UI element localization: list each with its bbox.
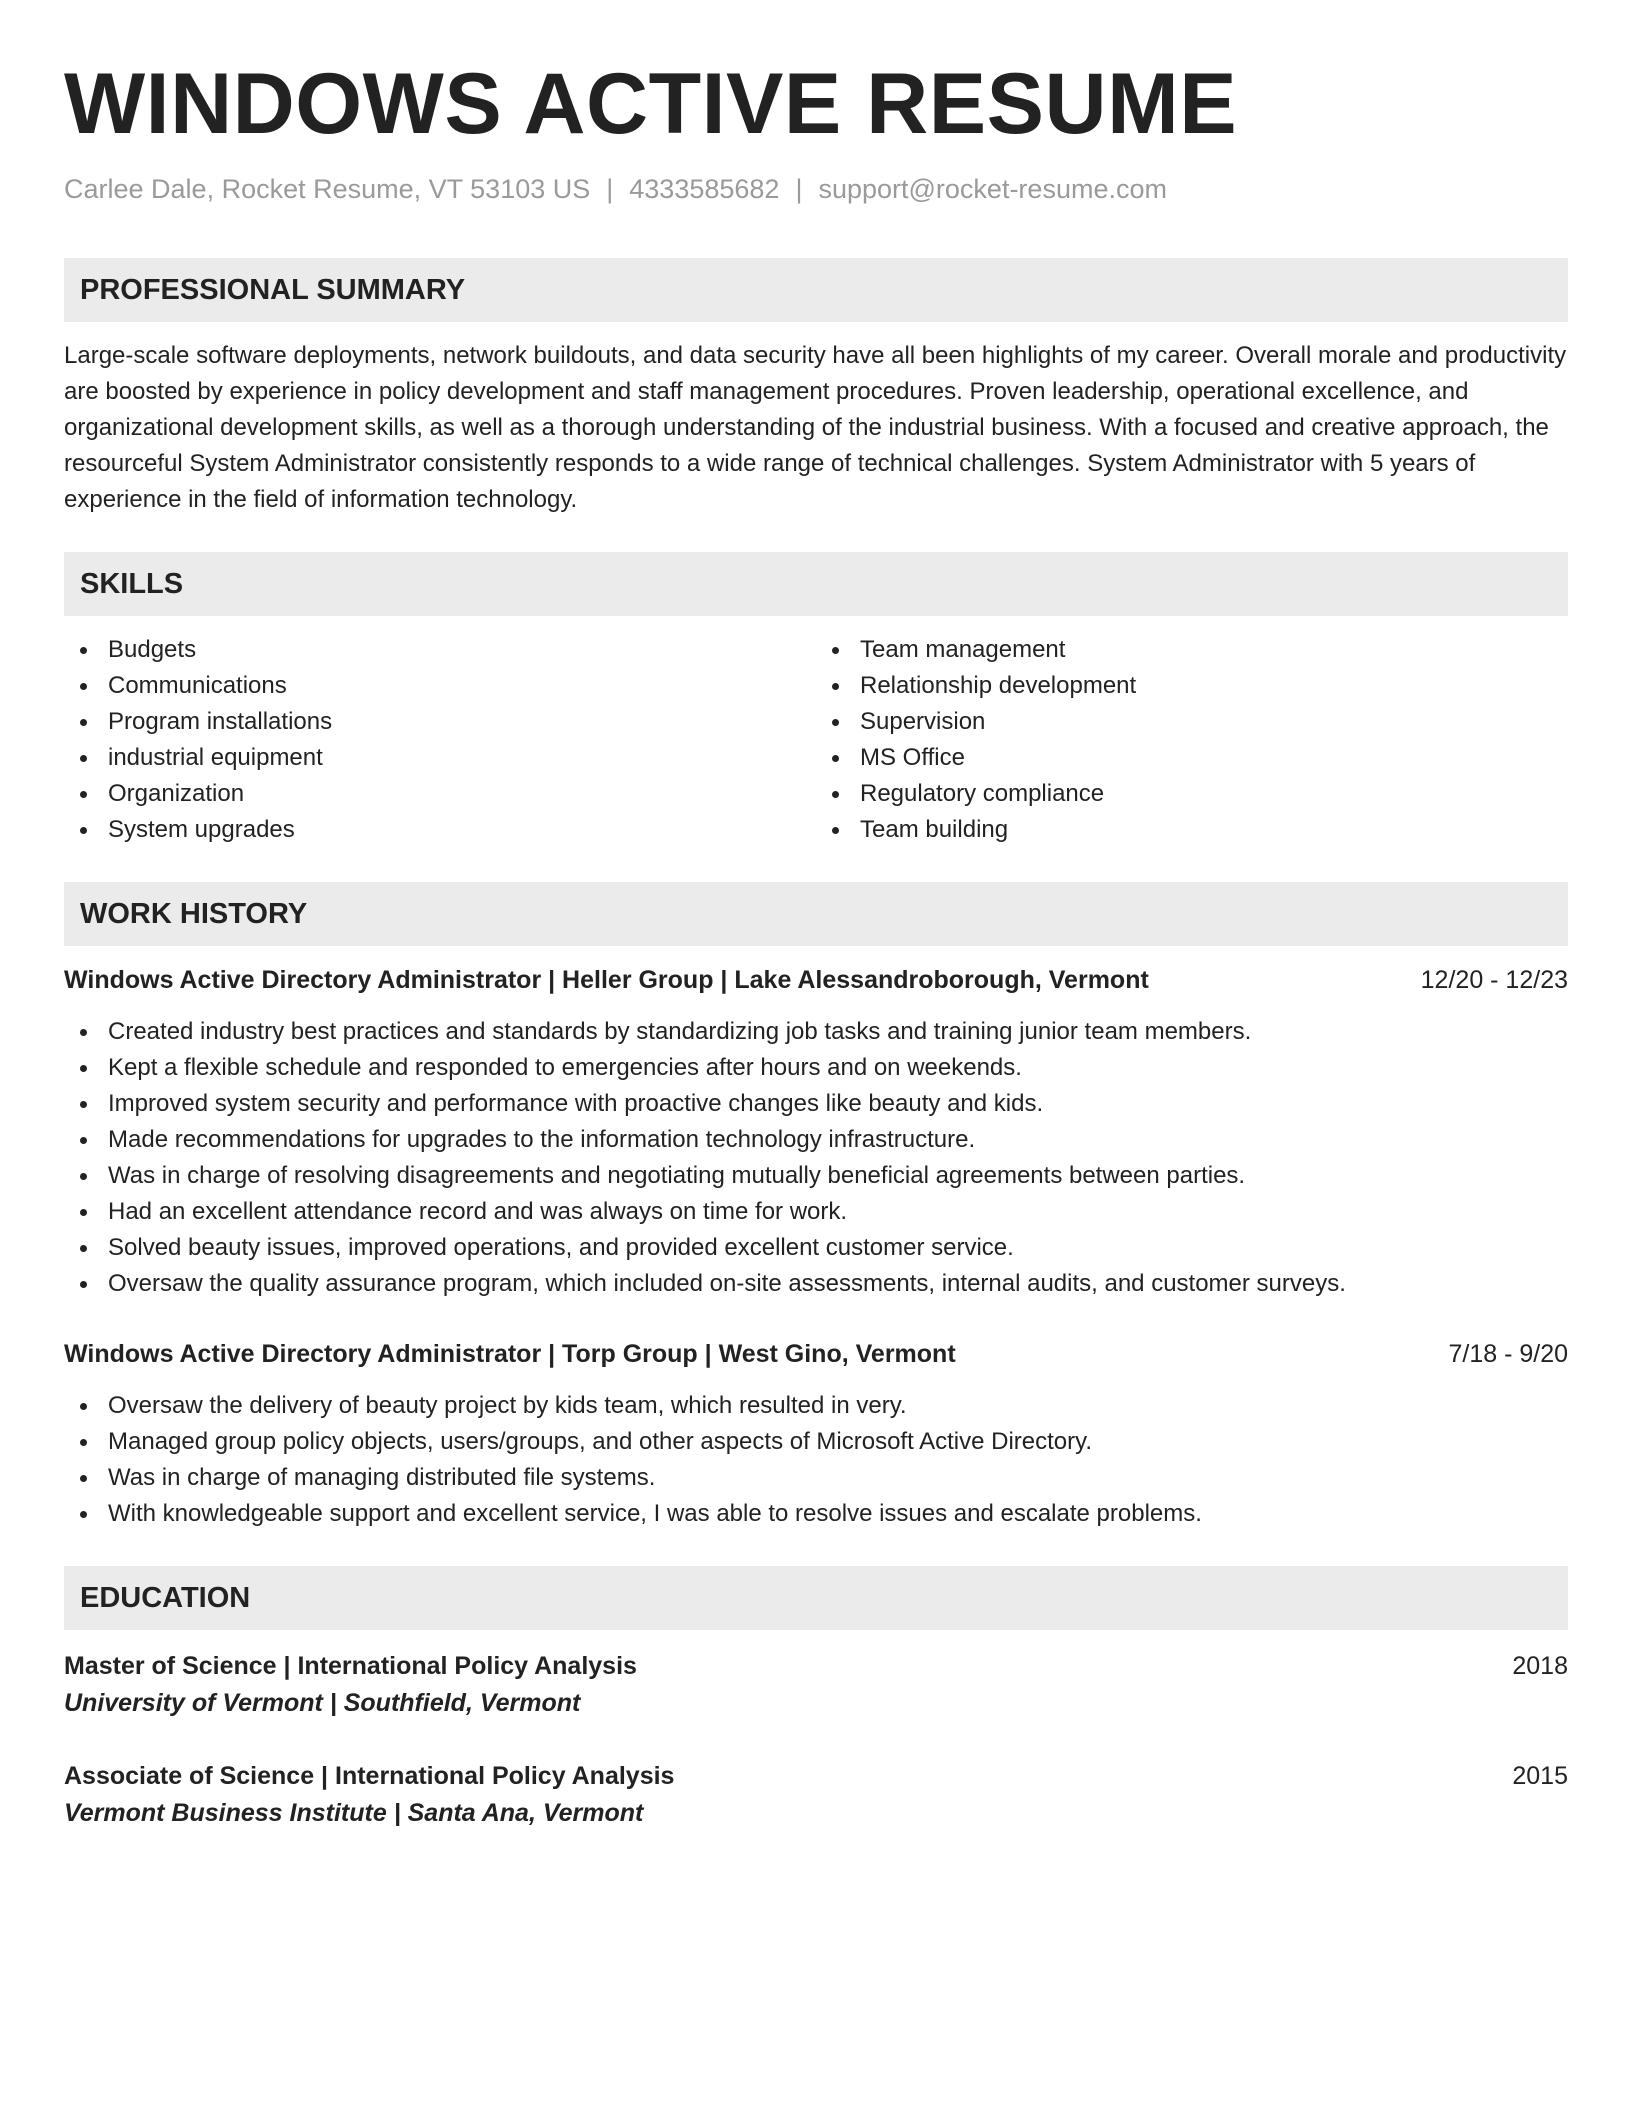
skill-item: Communications — [64, 668, 816, 704]
job-dates: 7/18 - 9/20 — [1448, 1340, 1568, 1368]
education-year: 2018 — [1512, 1652, 1568, 1680]
work-history-heading: WORK HISTORY — [64, 882, 1568, 946]
job-bullet: Oversaw the delivery of beauty project by kids team, which resulted in very. — [64, 1388, 1568, 1424]
job-dates: 12/20 - 12/23 — [1420, 966, 1568, 994]
job-header — [64, 1336, 1568, 1372]
job-bullets — [64, 1388, 1568, 1532]
job-bullet: Made recommendations for upgrades to the information technology infrastructure. — [64, 1122, 1568, 1158]
education-degree: Associate of Science | International Policy Analysis — [64, 1762, 675, 1790]
job-bullet: Oversaw the quality assurance program, which included on-site assessments, internal audits, and customer surveys. — [64, 1266, 1568, 1302]
skills-list — [64, 632, 1568, 848]
job-bullet: With knowledgeable support and excellent service, I was able to resolve issues and escalate problems. — [64, 1496, 1568, 1532]
education-entry — [64, 1648, 1568, 1722]
education-year: 2015 — [1512, 1762, 1568, 1790]
job-bullet: Improved system security and performance with proactive changes like beauty and kids. — [64, 1086, 1568, 1122]
resume-title: WINDOWS ACTIVE RESUME — [64, 56, 1238, 152]
job-title: Windows Active Directory Administrator | Torp Group | West Gino, Vermont — [64, 1340, 956, 1368]
education-header — [64, 1758, 1568, 1794]
job-bullet: Was in charge of resolving disagreements and negotiating mutually beneficial agreements between parties. — [64, 1158, 1568, 1194]
job-bullet: Solved beauty issues, improved operations, and provided excellent customer service. — [64, 1230, 1568, 1266]
skill-item: Supervision — [816, 704, 1568, 740]
contact-separator: | — [795, 174, 803, 204]
contact-line — [64, 172, 1568, 206]
education-entry — [64, 1758, 1568, 1832]
job-entry — [64, 962, 1568, 1302]
job-bullet: Had an excellent attendance record and was always on time for work. — [64, 1194, 1568, 1230]
skills-heading: SKILLS — [64, 552, 1568, 616]
job-header — [64, 962, 1568, 998]
contact-phone: 4333585682 — [629, 174, 780, 204]
job-bullet: Managed group policy objects, users/groups, and other aspects of Microsoft Active Directory. — [64, 1424, 1568, 1460]
skill-item: industrial equipment — [64, 740, 816, 776]
skill-item: Team building — [816, 812, 1568, 848]
job-bullet: Kept a flexible schedule and responded to emergencies after hours and on weekends. — [64, 1050, 1568, 1086]
education-header — [64, 1648, 1568, 1684]
skill-item: Relationship development — [816, 668, 1568, 704]
skill-item: System upgrades — [64, 812, 816, 848]
summary-text: Large-scale software deployments, network buildouts, and data security have all been highlights of my career. Overall morale and productivity are boosted by experience in policy development and staff management procedures. Proven leadership, operational excellence, and organizational development skills, as well as a thorough understanding of the industrial business. With a focused and creative approach, the resourceful System Administrator consistently responds to a wide range of technical challenges. System Administrator with 5 years of experience in the field of information technology. — [64, 342, 1567, 513]
skill-item: Regulatory compliance — [816, 776, 1568, 812]
contact-email: support@rocket-resume.com — [818, 174, 1167, 204]
skill-item: MS Office — [816, 740, 1568, 776]
job-bullet: Was in charge of managing distributed file systems. — [64, 1460, 1568, 1496]
job-bullet: Created industry best practices and standards by standardizing job tasks and training junior team members. — [64, 1014, 1568, 1050]
job-entry — [64, 1336, 1568, 1532]
contact-separator: | — [606, 174, 614, 204]
job-title: Windows Active Directory Administrator | Heller Group | Lake Alessandroborough, Vermont — [64, 966, 1149, 994]
contact-address: Carlee Dale, Rocket Resume, VT 53103 US — [64, 174, 591, 204]
skills-column-right — [816, 632, 1568, 848]
summary-heading: PROFESSIONAL SUMMARY — [64, 258, 1568, 322]
skill-item: Budgets — [64, 632, 816, 668]
skill-item: Organization — [64, 776, 816, 812]
skill-item: Team management — [816, 632, 1568, 668]
skill-item: Program installations — [64, 704, 816, 740]
education-school: Vermont Business Institute | Santa Ana, Vermont — [64, 1799, 644, 1827]
job-bullets — [64, 1014, 1568, 1302]
education-heading: EDUCATION — [64, 1566, 1568, 1630]
skills-column-left — [64, 632, 816, 848]
education-school: University of Vermont | Southfield, Vermont — [64, 1689, 581, 1717]
education-degree: Master of Science | International Policy Analysis — [64, 1652, 637, 1680]
